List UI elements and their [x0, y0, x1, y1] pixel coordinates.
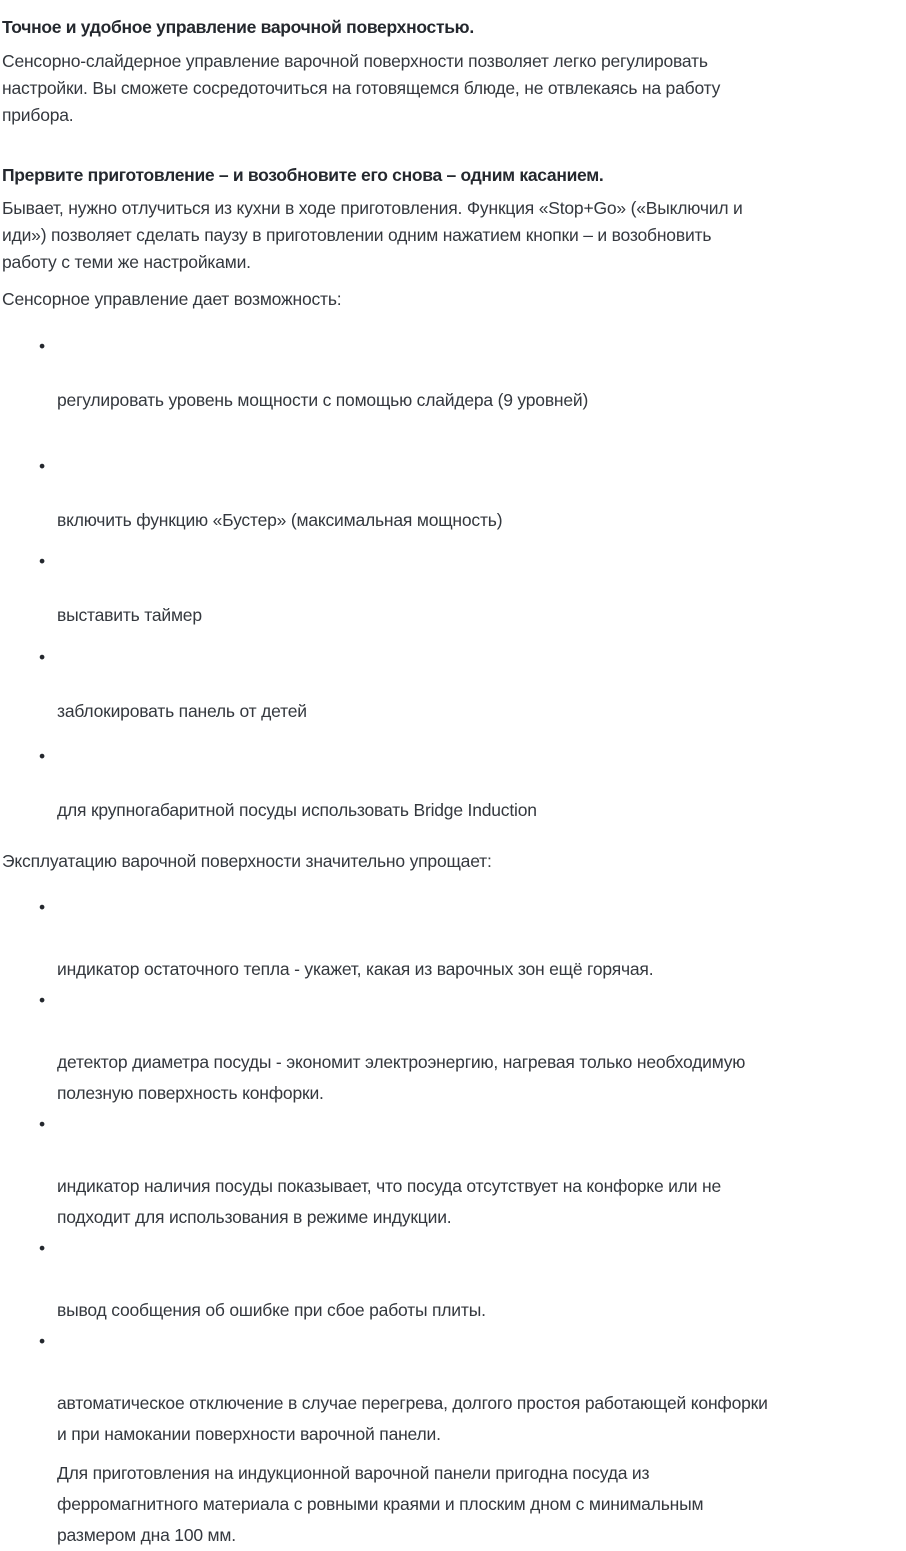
- list-item: [2, 1233, 878, 1326]
- bullet-icon: •: [39, 647, 45, 667]
- simplify-list-intro: Эксплуатацию варочной поверхности значительно упрощает:: [2, 851, 492, 871]
- bullet-icon: •: [39, 1114, 45, 1134]
- section-heading-control: Точное и удобное управление варочной поверхностью.: [2, 17, 474, 37]
- list-item-text: регулировать уровень мощности с помощью слайдера (9 уровней): [57, 390, 589, 410]
- list-item-text: детектор диаметра посуды - экономит электроэнергию, нагревая только необходимую полезную поверхность конфорки.: [57, 1052, 746, 1103]
- cookware-note: Для приготовления на индукционной варочной панели пригодна посуда из ферромагнитного материала с ровными краями и плоским дном с минимальным размером дна 100 мм.: [57, 1463, 704, 1545]
- bullet-icon: •: [39, 990, 45, 1010]
- list-item: [2, 333, 878, 414]
- bullet-icon: •: [39, 336, 45, 356]
- list-item-text: включить функцию «Бустер» (максимальная мощность): [57, 510, 503, 530]
- list-item: [2, 644, 878, 725]
- list-item-text: заблокировать панель от детей: [57, 701, 307, 721]
- bullet-icon: •: [39, 1238, 45, 1258]
- list-item-text: для крупногабаритной посуды использовать Bridge Induction: [57, 800, 537, 820]
- list-item-text: вывод сообщения об ошибке при сбое работы плиты.: [57, 1300, 486, 1320]
- list-item: [2, 743, 878, 824]
- section-heading-stopgo: Прервите приготовление – и возобновите его снова – одним касанием.: [2, 165, 604, 185]
- list-item-text: индикатор наличия посуды показывает, что посуда отсутствует на конфорке или не подходит для использования в режиме индукции.: [57, 1176, 721, 1227]
- list-item-text: автоматическое отключение в случае перегрева, долгого простоя работающей конфорки и при намокании поверхности варочной панели.: [57, 1393, 768, 1444]
- list-item: [2, 1326, 878, 1450]
- bullet-icon: •: [39, 456, 45, 476]
- list-item: [2, 548, 878, 629]
- list-item-text: выставить таймер: [57, 605, 202, 625]
- paragraph-stopgo-description: Бывает, нужно отлучиться из кухни в ходе приготовления. Функция «Stop+Go» («Выключил и иди») позволяет сделать паузу в приготовлении одним нажатием кнопки – и возобновить работу с теми же настройками.: [2, 198, 743, 272]
- bullet-icon: •: [39, 746, 45, 766]
- list-item: [2, 985, 878, 1109]
- bullet-icon: •: [39, 897, 45, 917]
- features-list-intro: Сенсорное управление дает возможность:: [2, 289, 342, 309]
- list-item: [2, 892, 878, 985]
- paragraph-control-description: Сенсорно-слайдерное управление варочной поверхности позволяет легко регулировать настройки. Вы сможете сосредоточиться на готовящемся блюде, не отвлекаясь на работу прибора.: [2, 51, 721, 125]
- list-item: [2, 1109, 878, 1233]
- simplify-features-list: [2, 892, 878, 1450]
- bullet-icon: •: [39, 551, 45, 571]
- list-item: [2, 453, 878, 534]
- bullet-icon: •: [39, 1331, 45, 1351]
- list-item-text: индикатор остаточного тепла - укажет, какая из варочных зон ещё горячая.: [57, 959, 654, 979]
- touch-control-features-list: [2, 333, 878, 824]
